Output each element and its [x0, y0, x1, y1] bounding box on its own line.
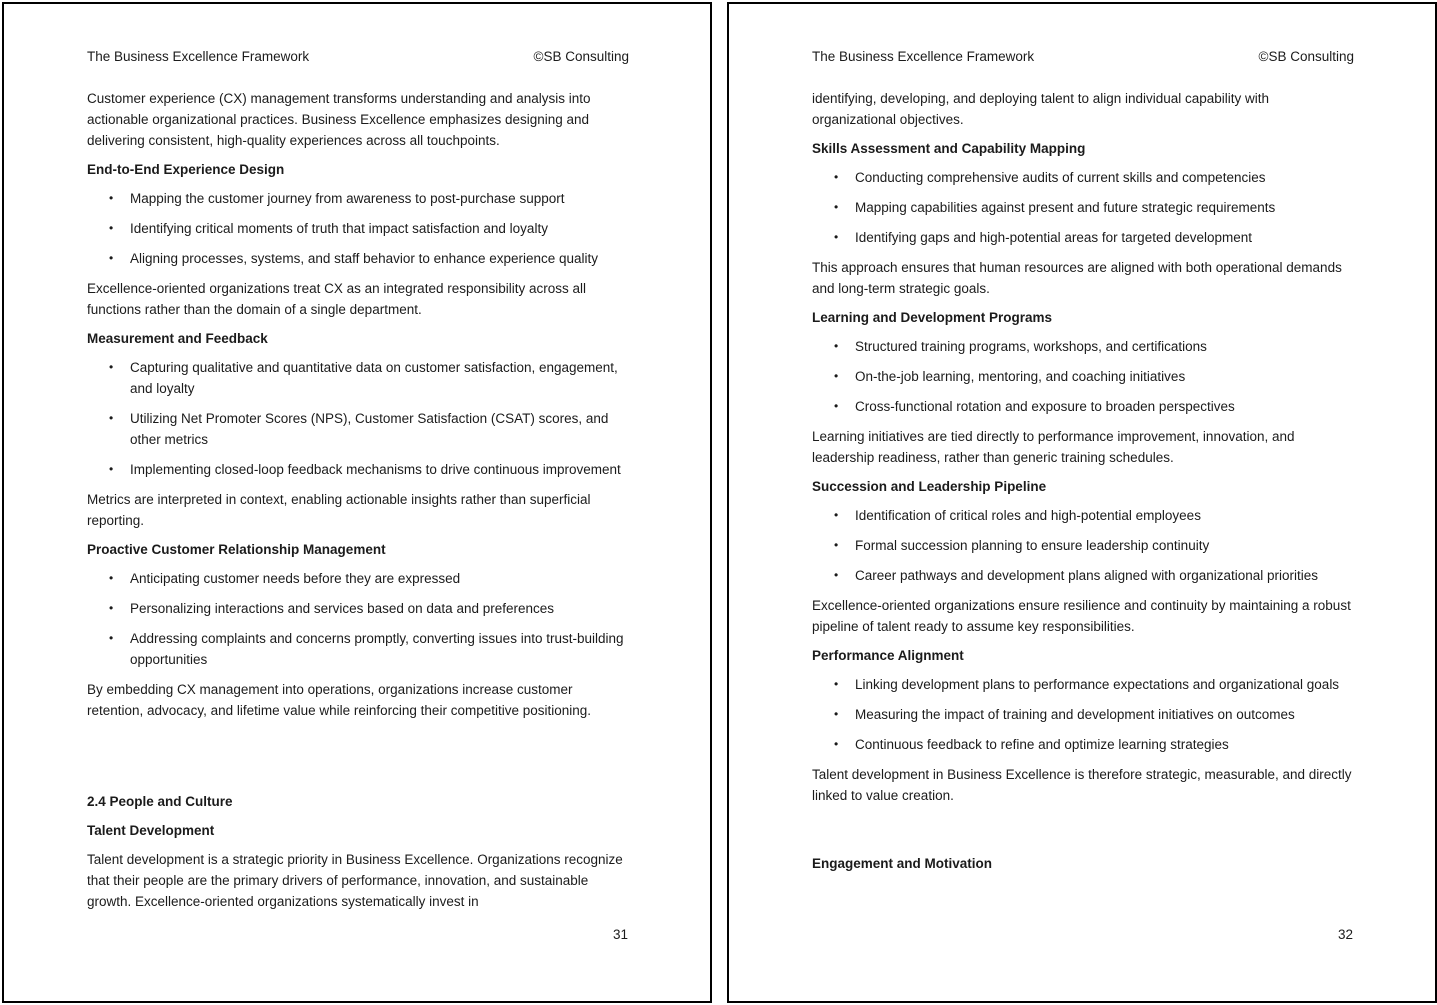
bullet-list	[87, 568, 629, 670]
bullet-icon: •	[834, 737, 839, 751]
body-paragraph: By embedding CX management into operations, organizations increase customer retention, advocacy, and lifetime value while reinforcing their competitive positioning.	[87, 682, 592, 718]
section-heading: Measurement and Feedback	[87, 331, 268, 346]
bullet-icon: •	[109, 191, 114, 205]
section-heading: Talent Development	[87, 823, 215, 838]
bullet-icon: •	[834, 369, 839, 383]
bullet-list	[87, 357, 629, 480]
page-number: 32	[1337, 927, 1353, 942]
list-item	[812, 704, 1354, 725]
bullet-list	[812, 505, 1354, 586]
section-heading: Engagement and Motivation	[812, 856, 993, 871]
body-paragraph: Customer experience (CX) management transforms understanding and analysis into actionable organizational practices. Business Excellence emphasizes designing and delivering consistent, high-quality experiences across all touchpoints.	[87, 91, 591, 148]
list-item-text: On-the-job learning, mentoring, and coaching initiatives	[855, 369, 1186, 384]
list-item	[812, 167, 1354, 188]
list-item-text: Structured training programs, workshops, and certifications	[855, 339, 1207, 354]
bullet-icon: •	[109, 631, 114, 645]
list-item-text: Mapping capabilities against present and future strategic requirements	[855, 200, 1276, 215]
body-paragraph: Talent development in Business Excellence is therefore strategic, measurable, and directly linked to value creation.	[812, 767, 1352, 803]
list-item	[812, 336, 1354, 357]
list-item	[87, 218, 629, 239]
list-item	[812, 565, 1354, 586]
list-item-text: Personalizing interactions and services based on data and preferences	[130, 601, 555, 616]
bullet-icon: •	[109, 571, 114, 585]
bullet-icon: •	[109, 462, 114, 476]
list-item-text: Identifying critical moments of truth that impact satisfaction and loyalty	[130, 221, 548, 236]
section-heading: Skills Assessment and Capability Mapping	[812, 141, 1086, 156]
section-heading: Proactive Customer Relationship Management	[87, 542, 386, 557]
bullet-list	[812, 674, 1354, 755]
bullet-icon: •	[834, 508, 839, 522]
section-heading: Succession and Leadership Pipeline	[812, 479, 1047, 494]
bullet-icon: •	[834, 170, 839, 184]
document-page	[2, 2, 712, 1003]
list-item	[812, 505, 1354, 526]
list-item	[812, 396, 1354, 417]
list-item-text: Linking development plans to performance expectations and organizational goals	[855, 677, 1340, 692]
list-item-text: Identification of critical roles and high-potential employees	[855, 508, 1201, 523]
body-paragraph: Excellence-oriented organizations treat CX as an integrated responsibility across all functions rather than the domain of a single department.	[87, 281, 587, 317]
list-item	[812, 366, 1354, 387]
list-item-text: Implementing closed-loop feedback mechanisms to drive continuous improvement	[130, 462, 621, 477]
list-item	[87, 598, 629, 619]
list-item	[87, 248, 629, 269]
list-item	[87, 568, 629, 589]
list-item-text: Measuring the impact of training and development initiatives on outcomes	[855, 707, 1295, 722]
body-paragraph: Excellence-oriented organizations ensure resilience and continuity by maintaining a robust pipeline of talent ready to assume key responsibilities.	[812, 598, 1351, 634]
list-item-text: Cross-functional rotation and exposure to broaden perspectives	[855, 399, 1235, 414]
section-heading: End-to-End Experience Design	[87, 162, 285, 177]
page-header-copyright: ©SB Consulting	[533, 49, 629, 64]
bullet-icon: •	[834, 568, 839, 582]
vertical-spacer	[812, 814, 1354, 853]
body-paragraph: Metrics are interpreted in context, enabling actionable insights rather than superficial reporting.	[87, 492, 591, 528]
list-item-text: Anticipating customer needs before they are expressed	[130, 571, 461, 586]
list-item-text: Addressing complaints and concerns promptly, converting issues into trust-building opportunities	[130, 631, 624, 667]
list-item	[87, 459, 629, 480]
list-item	[812, 734, 1354, 755]
page-header-title: The Business Excellence Framework	[812, 49, 1035, 64]
page-header	[812, 46, 1354, 67]
list-item-text: Conducting comprehensive audits of current skills and competencies	[855, 170, 1266, 185]
list-item	[812, 674, 1354, 695]
list-item-text: Aligning processes, systems, and staff behavior to enhance experience quality	[130, 251, 599, 266]
bullet-icon: •	[109, 601, 114, 615]
list-item	[87, 628, 629, 670]
list-item-text: Career pathways and development plans aligned with organizational priorities	[855, 568, 1319, 583]
list-item-text: Formal succession planning to ensure leadership continuity	[855, 538, 1210, 553]
bullet-icon: •	[834, 339, 839, 353]
list-item-text: Continuous feedback to refine and optimize learning strategies	[855, 737, 1229, 752]
page-header-title: The Business Excellence Framework	[87, 49, 310, 64]
document-page	[727, 2, 1437, 1003]
list-item	[812, 197, 1354, 218]
body-paragraph: identifying, developing, and deploying talent to align individual capability with organizational objectives.	[812, 91, 1270, 127]
bullet-icon: •	[834, 538, 839, 552]
body-paragraph: This approach ensures that human resources are aligned with both operational demands and long-term strategic goals.	[812, 260, 1342, 296]
bullet-icon: •	[834, 399, 839, 413]
bullet-list	[812, 336, 1354, 417]
body-paragraph: Learning initiatives are tied directly to performance improvement, innovation, and leadership readiness, rather than generic training schedules.	[812, 429, 1295, 465]
page-number: 31	[612, 927, 628, 942]
bullet-icon: •	[834, 677, 839, 691]
bullet-list	[812, 167, 1354, 248]
list-item	[87, 357, 629, 399]
section-heading: 2.4 People and Culture	[87, 794, 233, 809]
section-heading: Learning and Development Programs	[812, 310, 1053, 325]
vertical-spacer	[87, 729, 629, 791]
bullet-icon: •	[109, 360, 114, 374]
list-item-text: Capturing qualitative and quantitative data on customer satisfaction, engagement, and loyalty	[130, 360, 618, 396]
list-item	[87, 188, 629, 209]
bullet-icon: •	[109, 411, 114, 425]
list-item-text: Utilizing Net Promoter Scores (NPS), Customer Satisfaction (CSAT) scores, and other metrics	[130, 411, 609, 447]
bullet-icon: •	[109, 221, 114, 235]
list-item	[812, 227, 1354, 248]
bullet-icon: •	[834, 707, 839, 721]
bullet-icon: •	[109, 251, 114, 265]
list-item-text: Mapping the customer journey from awareness to post-purchase support	[130, 191, 565, 206]
bullet-icon: •	[834, 200, 839, 214]
page-header-copyright: ©SB Consulting	[1258, 49, 1354, 64]
list-item	[87, 408, 629, 450]
page-header	[87, 46, 629, 67]
list-item	[812, 535, 1354, 556]
body-paragraph: Talent development is a strategic priority in Business Excellence. Organizations recognize that their people are the primary drivers of performance, innovation, and sustainable growth. Excellence-oriented organizations systematically invest in	[87, 852, 623, 909]
bullet-list	[87, 188, 629, 269]
bullet-icon: •	[834, 230, 839, 244]
list-item-text: Identifying gaps and high-potential areas for targeted development	[855, 230, 1253, 245]
section-heading: Performance Alignment	[812, 648, 964, 663]
